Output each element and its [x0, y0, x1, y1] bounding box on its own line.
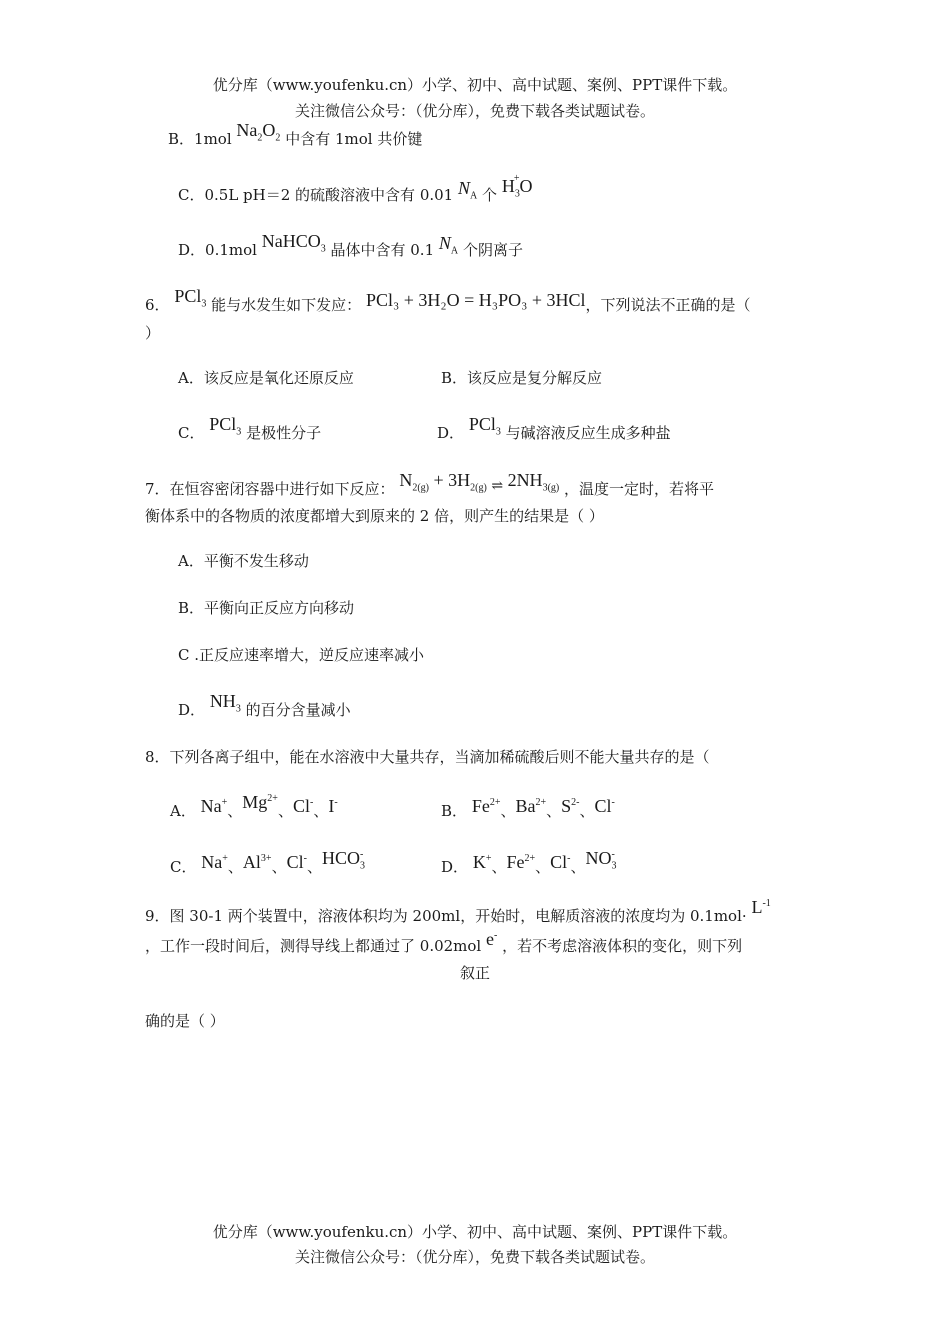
q7-stem: 7．在恒容密闭容器中进行如下反应： $N_{2(g)} + 3H_{2(g)}$ $_\rightleftharpoons$ $2NH_{3(g)}$ ，温度一定时，若将平: [145, 470, 715, 498]
q8-option-a: A． Na+、$Mg^{2+}$、Cl-、I-: [170, 792, 338, 820]
q5-option-d: D．0.1mol NaHCO$_3$ 晶体中含有 0.1 $N_A$ 个阴离子: [178, 231, 523, 259]
q5-c-hydronium: $H_3^+O$: [501, 173, 533, 200]
q8-stem: 8．下列各离子组中，能在水溶液中大量共存，当滴加稀硫酸后则不能大量共存的是（: [145, 748, 710, 766]
q6-equation: PCl₃ + 3H₂O = H₃PO₃ + 3HCl: [365, 290, 586, 310]
q8-option-b: B． $Fe^{2+}$、$Ba^{2+}$、$S^{2-}$、Cl-: [441, 796, 615, 820]
q6-stem: 6． PCl$_3$ 能与水发生如下发应： PCl₃ + 3H₂O = H₃PO₃ + 3HCl，下列说法不正确的是（: [145, 286, 751, 314]
q5-b-formula: $Na_2O_2$: [236, 120, 281, 144]
q9-stem-line-4: 确的是（ ）: [145, 1012, 225, 1030]
q6-stem-close: ）: [145, 324, 161, 342]
q7-equation: $N_{2(g)} + 3H_{2(g)}$ $_\rightleftharpoons$ $2NH_{3(g)}$: [399, 470, 560, 494]
q7-option-a: A．平衡不发生移动: [178, 552, 309, 570]
q7-option-b: B．平衡向正反应方向移动: [178, 599, 355, 617]
q6-option-a: A．该反应是氧化还原反应: [178, 369, 354, 387]
q7-option-c: C .正反应速率增大，逆反应速率减小: [178, 646, 425, 664]
q9-stem-line-1: 9．图 30-1 两个装置中，溶液体积均为 200ml，开始时，电解质溶液的浓度均为 $0.1mol\cdot L^{-1}$: [145, 897, 771, 925]
q9-stem-line-3: 叙正: [460, 964, 491, 982]
q7-option-d: D． $NH_3$ 的百分含量减小: [178, 691, 351, 719]
q6-option-c: C． PCl$_3$ 是极性分子: [178, 414, 322, 442]
q5-option-b: B．1mol $Na_2O_2$ 中含有 1mol 共价键: [168, 120, 423, 148]
q7-stem-line-2: 衡体系中的各物质的浓度都增大到原来的 2 倍，则产生的结果是（ ）: [145, 507, 604, 525]
q5-d-formula: NaHCO$_3$: [261, 231, 326, 255]
footer-line-2: 关注微信公众号：（优分库），免费下载各类试题试卷。: [294, 1248, 655, 1266]
q9-stem-line-2: ，工作一段时间后，测得导线上都通过了 0.02mol e- ，若不考虑溶液体积的变化，则下列: [145, 929, 743, 955]
q8-option-c: C． Na+、$Al^{3+}$、Cl-、$HCO_3^-$: [170, 848, 365, 876]
header-line-2: 关注微信公众号：（优分库），免费下载各类试题试卷。: [294, 102, 655, 120]
footer-line-1: 优分库（www.youfenku.cn）小学、初中、高中试题、案例、PPT课件下载。: [212, 1223, 738, 1241]
q8-option-d: D． K+、$Fe^{2+}$、Cl-、$NO_3^-$: [441, 848, 617, 876]
q6-option-b: B．该反应是复分解反应: [441, 369, 603, 387]
header-line-1: 优分库（www.youfenku.cn）小学、初中、高中试题、案例、PPT课件下载。: [212, 76, 738, 94]
q5-option-c: C．0.5L pH＝2 的硫酸溶液中含有 0.01 $N_A$ 个 $H_3^+O$: [178, 173, 533, 204]
q6-option-d: D． PCl$_3$ 与碱溶液反应生成多种盐: [437, 414, 671, 442]
